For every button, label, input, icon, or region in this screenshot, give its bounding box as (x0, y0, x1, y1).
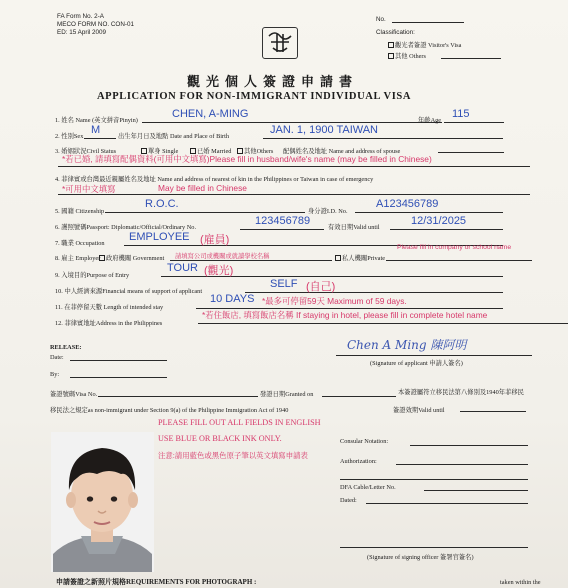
employer-label: 8. 雇主 Employer (55, 255, 101, 262)
sex-label: 2. 性別Sex (55, 133, 84, 140)
others-checkbox[interactable] (388, 53, 394, 59)
classification-label: Classification: (376, 29, 415, 36)
stay-label: 11. 在菲停留天數 Length of intended stay (55, 304, 164, 311)
kin-label: 4. 菲律賓或台灣最近親屬姓名及地址 Name and address of nearest of kin in the Philippines or Taiwan in case of emergency (55, 176, 374, 183)
spouse-note: *若已婚, 請填寫配偶資料(可用中文填寫)Please fill in husband/wife's name (may be filled in Chinese) (62, 154, 432, 164)
visitor-visa-checkbox[interactable] (388, 42, 394, 48)
financial-label: 10. 中人經濟來源Financial means of support of applicant (55, 288, 203, 295)
notice-chinese: 注意:請用藍色或黑色原子筆以英文填寫申請表 (158, 451, 308, 460)
private-checkbox[interactable] (335, 255, 341, 261)
photo-requirements-title: 申請簽證之新照片規格REQUIREMENTS FOR PHOTOGRAPH : (56, 578, 257, 586)
title-chinese: 觀光個人簽證申請書 (187, 74, 359, 89)
requirements-right-text: taken within the (500, 579, 541, 586)
occupation-label: 7. 職業 Occupation (55, 240, 105, 247)
applicant-signature-caption: (Signature of applicant 申請人簽名) (370, 360, 463, 367)
government-option[interactable]: 政府機關 Government (99, 253, 164, 262)
purpose-field[interactable]: TOUR (167, 262, 198, 274)
id-field[interactable]: A123456789 (376, 198, 439, 210)
granted-on-label: 發證日期Granted on (260, 391, 314, 398)
visitor-visa-option[interactable]: 觀光者簽證 Visitor's Visa (388, 40, 461, 49)
company-note-english: Please fill in company or school name (397, 244, 512, 251)
valid-until-label: 有效日期Valid until (328, 224, 380, 231)
government-checkbox[interactable] (99, 255, 105, 261)
name-label: 1. 姓名 Name (英文拼音Pinyin) (55, 117, 138, 124)
citizenship-field[interactable]: R.O.C. (145, 198, 179, 210)
dob-field[interactable]: JAN. 1, 1900 TAIWAN (270, 124, 379, 136)
purpose-label: 9. 入境目的Purpose of Entry (55, 272, 130, 279)
id-label: 身分證I.D. No. (308, 208, 348, 215)
valid-until-field[interactable]: 12/31/2025 (411, 215, 467, 227)
notice-english: PLEASE FILL OUT ALL FIELDS IN ENGLISH (158, 418, 321, 427)
single-option[interactable]: 單身 Single (141, 146, 178, 155)
sex-field[interactable]: M (91, 124, 101, 136)
private-option[interactable]: 私人機關Private (335, 253, 385, 262)
civil-status-label: 3. 婚姻狀況Civil Status (55, 148, 117, 155)
notice-ink: USE BLUE OR BLACK INK ONLY. (158, 434, 282, 443)
address-note: *若住飯店, 填寫飯店名稱 If staying in hotel, please fill in complete hotel name (202, 310, 488, 320)
financial-chinese: (自己) (306, 281, 336, 293)
title-english: APPLICATION FOR NON-IMMIGRANT INDIVIDUAL VISA (97, 91, 412, 102)
granted-right-text: 本簽證屬符立移民法第八條別及1940年菲移民 (398, 389, 524, 396)
dob-label: 出生年月日及地點 Date and Place of Birth (118, 133, 230, 140)
release-date-label: Date: (50, 354, 64, 361)
officer-signature-caption: (Signature of signing officer 簽署官簽名) (367, 554, 474, 561)
occupation-chinese: (雇員) (200, 234, 230, 246)
occupation-field[interactable]: EMPLOYEE (129, 231, 190, 243)
stay-note: *最多可停留59天 Maximum of 59 days. (262, 296, 407, 306)
kin-note-english: May be filled in Chinese (158, 183, 247, 193)
other-status-option[interactable]: 其他Others (237, 146, 273, 155)
meco-form-number: MECO FORM NO. CON-01 (57, 21, 134, 28)
married-option[interactable]: 已婚 Married (190, 146, 231, 155)
office-seal (262, 27, 298, 59)
section-text: 移民法之規定as non-immigrant under Section 9(a) of the Philippine Immigration Act of 1940 (50, 407, 289, 414)
company-note-chinese: 請填寫公司或機關或就讀學校名稱 (175, 253, 270, 260)
financial-field[interactable]: SELF (270, 278, 298, 290)
age-field[interactable]: 115 (452, 108, 470, 120)
form-number: FA Form No. 2-A (57, 13, 104, 20)
age-label: 年齡Age (418, 117, 442, 124)
release-by-label: By: (50, 371, 60, 378)
consular-notation-label: Consular Notation: (340, 438, 389, 445)
kin-note-chinese: *可用中文填寫 (62, 184, 116, 194)
no-label: No. (376, 16, 386, 23)
dfa-cable-label: DFA Cable/Letter No. (340, 484, 396, 491)
visa-no-label: 簽證號碼Visa No. (50, 391, 98, 398)
authorization-label: Authorization: (340, 458, 377, 465)
spouse-label: 配偶姓名及地址 Name and address of spouse (283, 148, 401, 155)
dated-label: Dated: (340, 497, 357, 504)
purpose-chinese: (觀光) (204, 265, 234, 277)
address-label: 12. 菲律賓地址Address in the Philippines (55, 320, 163, 327)
passport-label: 6. 護照號碼Passport: Diplomatic/Official/Ordinary No. (55, 224, 197, 231)
edition-date: ED: 15 April 2009 (57, 29, 107, 36)
release-label: RELEASE: (50, 344, 82, 351)
stay-field[interactable]: 10 DAYS (210, 293, 255, 305)
passport-field[interactable]: 123456789 (255, 215, 311, 227)
name-field[interactable]: CHEN, A-MING (172, 108, 249, 120)
applicant-signature: Chen A Ming 陳阿明 (347, 338, 467, 352)
others-option[interactable]: 其他 Others (388, 51, 426, 60)
citizenship-label: 5. 國籍 Citizenship (55, 208, 105, 215)
applicant-photo (51, 432, 154, 572)
office-valid-until-label: 簽證效期Valid until (393, 407, 445, 414)
